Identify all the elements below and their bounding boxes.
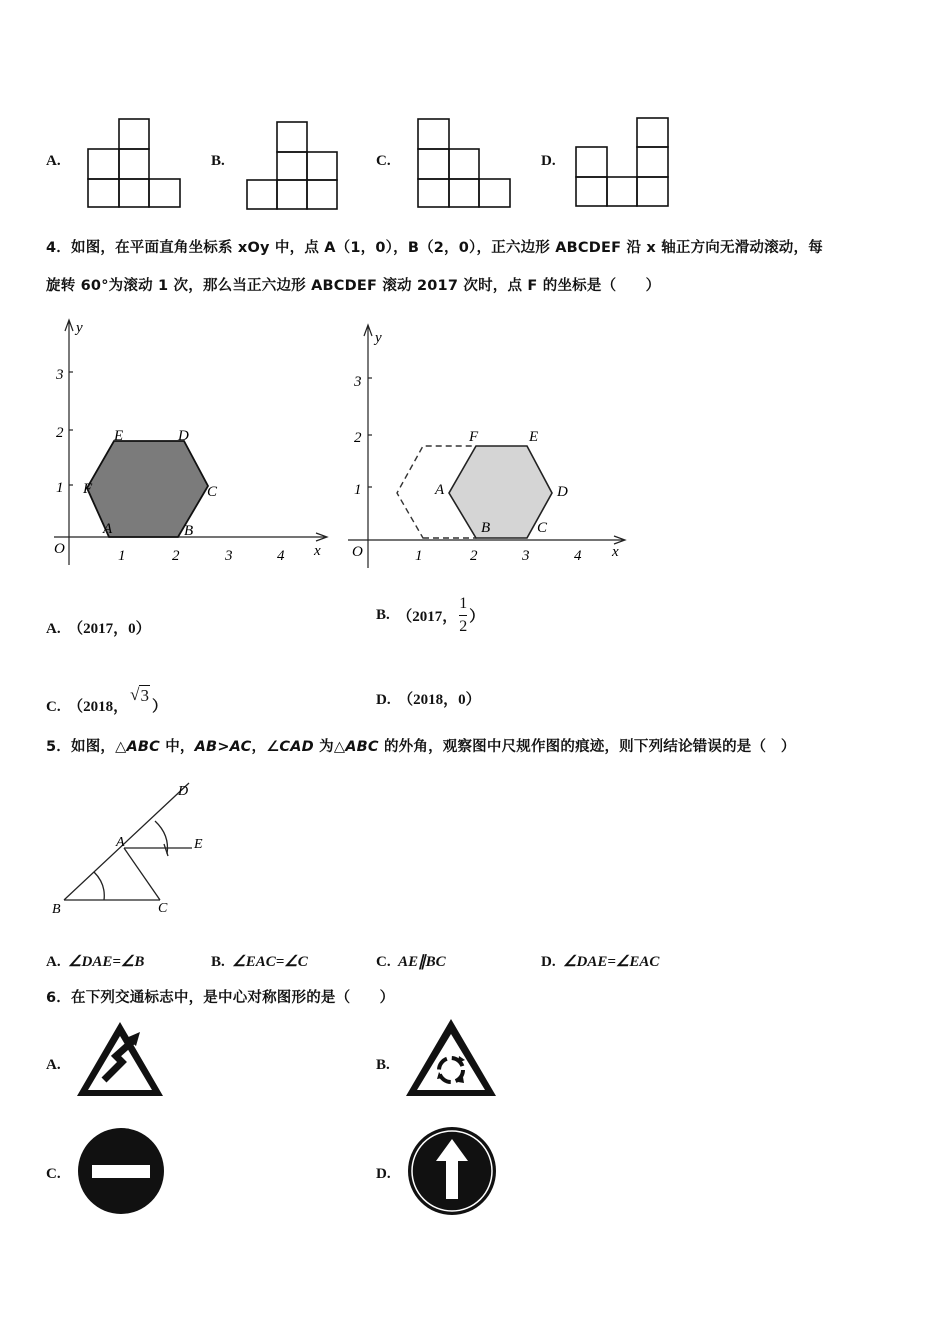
q6-option-b-label: B. [376, 1057, 390, 1073]
q4-option-b-pre: （2017， [397, 608, 458, 625]
q4-figure-2 [344, 320, 634, 575]
q4-option-b-post: ） [469, 608, 485, 625]
fig2-vertex-a: A [435, 482, 445, 498]
q5-option-c-label: C. [376, 954, 391, 970]
q4-option-b-fraction [459, 595, 467, 636]
q6-question: 6．在下列交通标志中，是中心对称图形的是（ ） [46, 990, 395, 1006]
q5-point-e: E [194, 837, 203, 852]
fig1-ytick-2: 2 [56, 425, 64, 441]
q4-question-line-2: 旋转 60°为滚动 1 次，那么当正六边形 ABCDEF 滚动 2017 次时，点 F 的坐标是（ ） [46, 278, 661, 294]
q5-option-c-text: AE∥BC [398, 954, 446, 970]
no-entry-sign-icon [74, 1125, 168, 1217]
fig2-vertex-f: F [469, 429, 479, 445]
q5-text-10: ABC [345, 739, 379, 755]
q4-question-line-1: 4．如图，在平面直角坐标系 xOy 中，点 A（1，0），B（2，0），正六边形 ABCDEF 沿 x 轴正方向无滑动滚动，每 [46, 240, 823, 256]
q4-option-c-pre: （2018， [68, 699, 129, 715]
q5-point-a: A [116, 835, 125, 850]
fig1-ytick-1: 1 [56, 480, 64, 496]
q5-text-3: 中， [159, 739, 195, 755]
q4-option-d-text: （2018，0） [398, 692, 481, 708]
q5-text-9: 为△ [313, 739, 346, 755]
q3-figure-c [415, 117, 515, 210]
q6-option-d-label: D. [376, 1166, 391, 1182]
q5-option-a [46, 952, 144, 971]
q4-option-a-label: A. [46, 621, 61, 637]
q3-option-c-label: C. [376, 153, 391, 169]
fig1-vertex-a: A [103, 521, 113, 537]
roundabout-sign-icon [403, 1016, 499, 1100]
fig1-vertex-c: C [207, 484, 218, 500]
q5-text-11: 的外角，观察图中尺规作图的痕迹，则下列结论错误的是（ ） [378, 739, 796, 755]
q4-option-b-denominator: 2 [459, 617, 468, 635]
q5-text-6: AC [229, 739, 252, 755]
q6-option-a-label: A. [46, 1057, 61, 1073]
fig2-vertex-d: D [557, 484, 568, 500]
fig1-xtick-1: 1 [118, 548, 126, 564]
q6-option-c-label: C. [46, 1166, 61, 1182]
fig2-xtick-1: 1 [415, 548, 423, 564]
q4-option-a-text: （2017，0） [68, 621, 151, 637]
fig1-y-axis-label: y [76, 320, 83, 336]
q3-option-d-label: D. [541, 153, 556, 169]
q5-option-b-text: ∠EAC=∠C [232, 954, 308, 970]
fig2-y-axis-label: y [375, 330, 382, 346]
fig1-vertex-b: B [184, 523, 194, 539]
q4-option-a [46, 617, 151, 638]
q4-option-d-label: D. [376, 692, 391, 708]
fig1-ytick-3: 3 [56, 367, 64, 383]
q5-text-4: AB [194, 739, 218, 755]
q5-point-d: D [178, 784, 189, 799]
fig2-vertex-e: E [529, 429, 539, 445]
q3-figure-a [85, 117, 185, 210]
fig2-ytick-2: 2 [354, 430, 362, 446]
q5-figure [44, 778, 224, 923]
zigzag-road-sign-icon [74, 1018, 166, 1100]
q5-option-b-label: B. [211, 954, 225, 970]
q4-option-c-sqrt: √ 3 [130, 685, 149, 705]
q5-option-d [541, 952, 659, 971]
q5-option-a-text: ∠DAE=∠B [68, 954, 145, 970]
q4-option-d [376, 688, 481, 709]
fig2-vertex-c: C [537, 520, 548, 536]
q5-option-c [376, 952, 446, 971]
fig2-origin: O [352, 544, 363, 560]
q5-text-2: ABC [126, 739, 160, 755]
fig2-xtick-2: 2 [470, 548, 478, 564]
fig1-x-axis-label: x [314, 543, 321, 559]
q3-option-a-label: A. [46, 153, 61, 169]
fig2-xtick-3: 3 [522, 548, 530, 564]
fig2-ytick-1: 1 [354, 482, 362, 498]
q4-option-c-post: ） [151, 699, 167, 715]
fig1-vertex-f: F [83, 481, 93, 497]
q5-text-5: > [217, 739, 230, 755]
q4-option-c [46, 676, 167, 716]
fig2-vertex-b: B [481, 520, 491, 536]
fig1-xtick-3: 3 [225, 548, 233, 564]
q4-figure-1 [44, 315, 334, 570]
q3-figure-b [244, 120, 342, 212]
q4-option-b-label: B. [376, 606, 390, 623]
q5-point-c: C [158, 901, 168, 916]
q4-option-c-radicand: 3 [140, 686, 149, 705]
q5-option-d-text: ∠DAE=∠EAC [563, 954, 660, 970]
fig1-xtick-2: 2 [172, 548, 180, 564]
fig2-xtick-4: 4 [574, 548, 582, 564]
q4-option-b-numerator: 1 [459, 594, 468, 612]
q5-text-7: ，∠ [251, 739, 280, 755]
q3-figure-d [573, 115, 673, 209]
q4-option-c-label: C. [46, 699, 61, 715]
q5-option-d-label: D. [541, 954, 556, 970]
q5-text-1: 5．如图，△ [46, 739, 127, 755]
fig1-vertex-e: E [114, 428, 124, 444]
q5-question [46, 735, 796, 756]
q5-point-b: B [52, 902, 61, 917]
q5-text-8: CAD [279, 739, 314, 755]
q5-option-b [211, 952, 308, 971]
fig2-x-axis-label: x [612, 544, 619, 560]
fig1-xtick-4: 4 [277, 548, 285, 564]
q3-option-b-label: B. [211, 153, 225, 169]
go-straight-sign-icon [404, 1125, 500, 1217]
fig1-vertex-d: D [178, 428, 189, 444]
q5-option-a-label: A. [46, 954, 61, 970]
q4-option-b [376, 590, 484, 640]
fig1-origin: O [54, 541, 65, 557]
fig2-ytick-3: 3 [354, 374, 362, 390]
